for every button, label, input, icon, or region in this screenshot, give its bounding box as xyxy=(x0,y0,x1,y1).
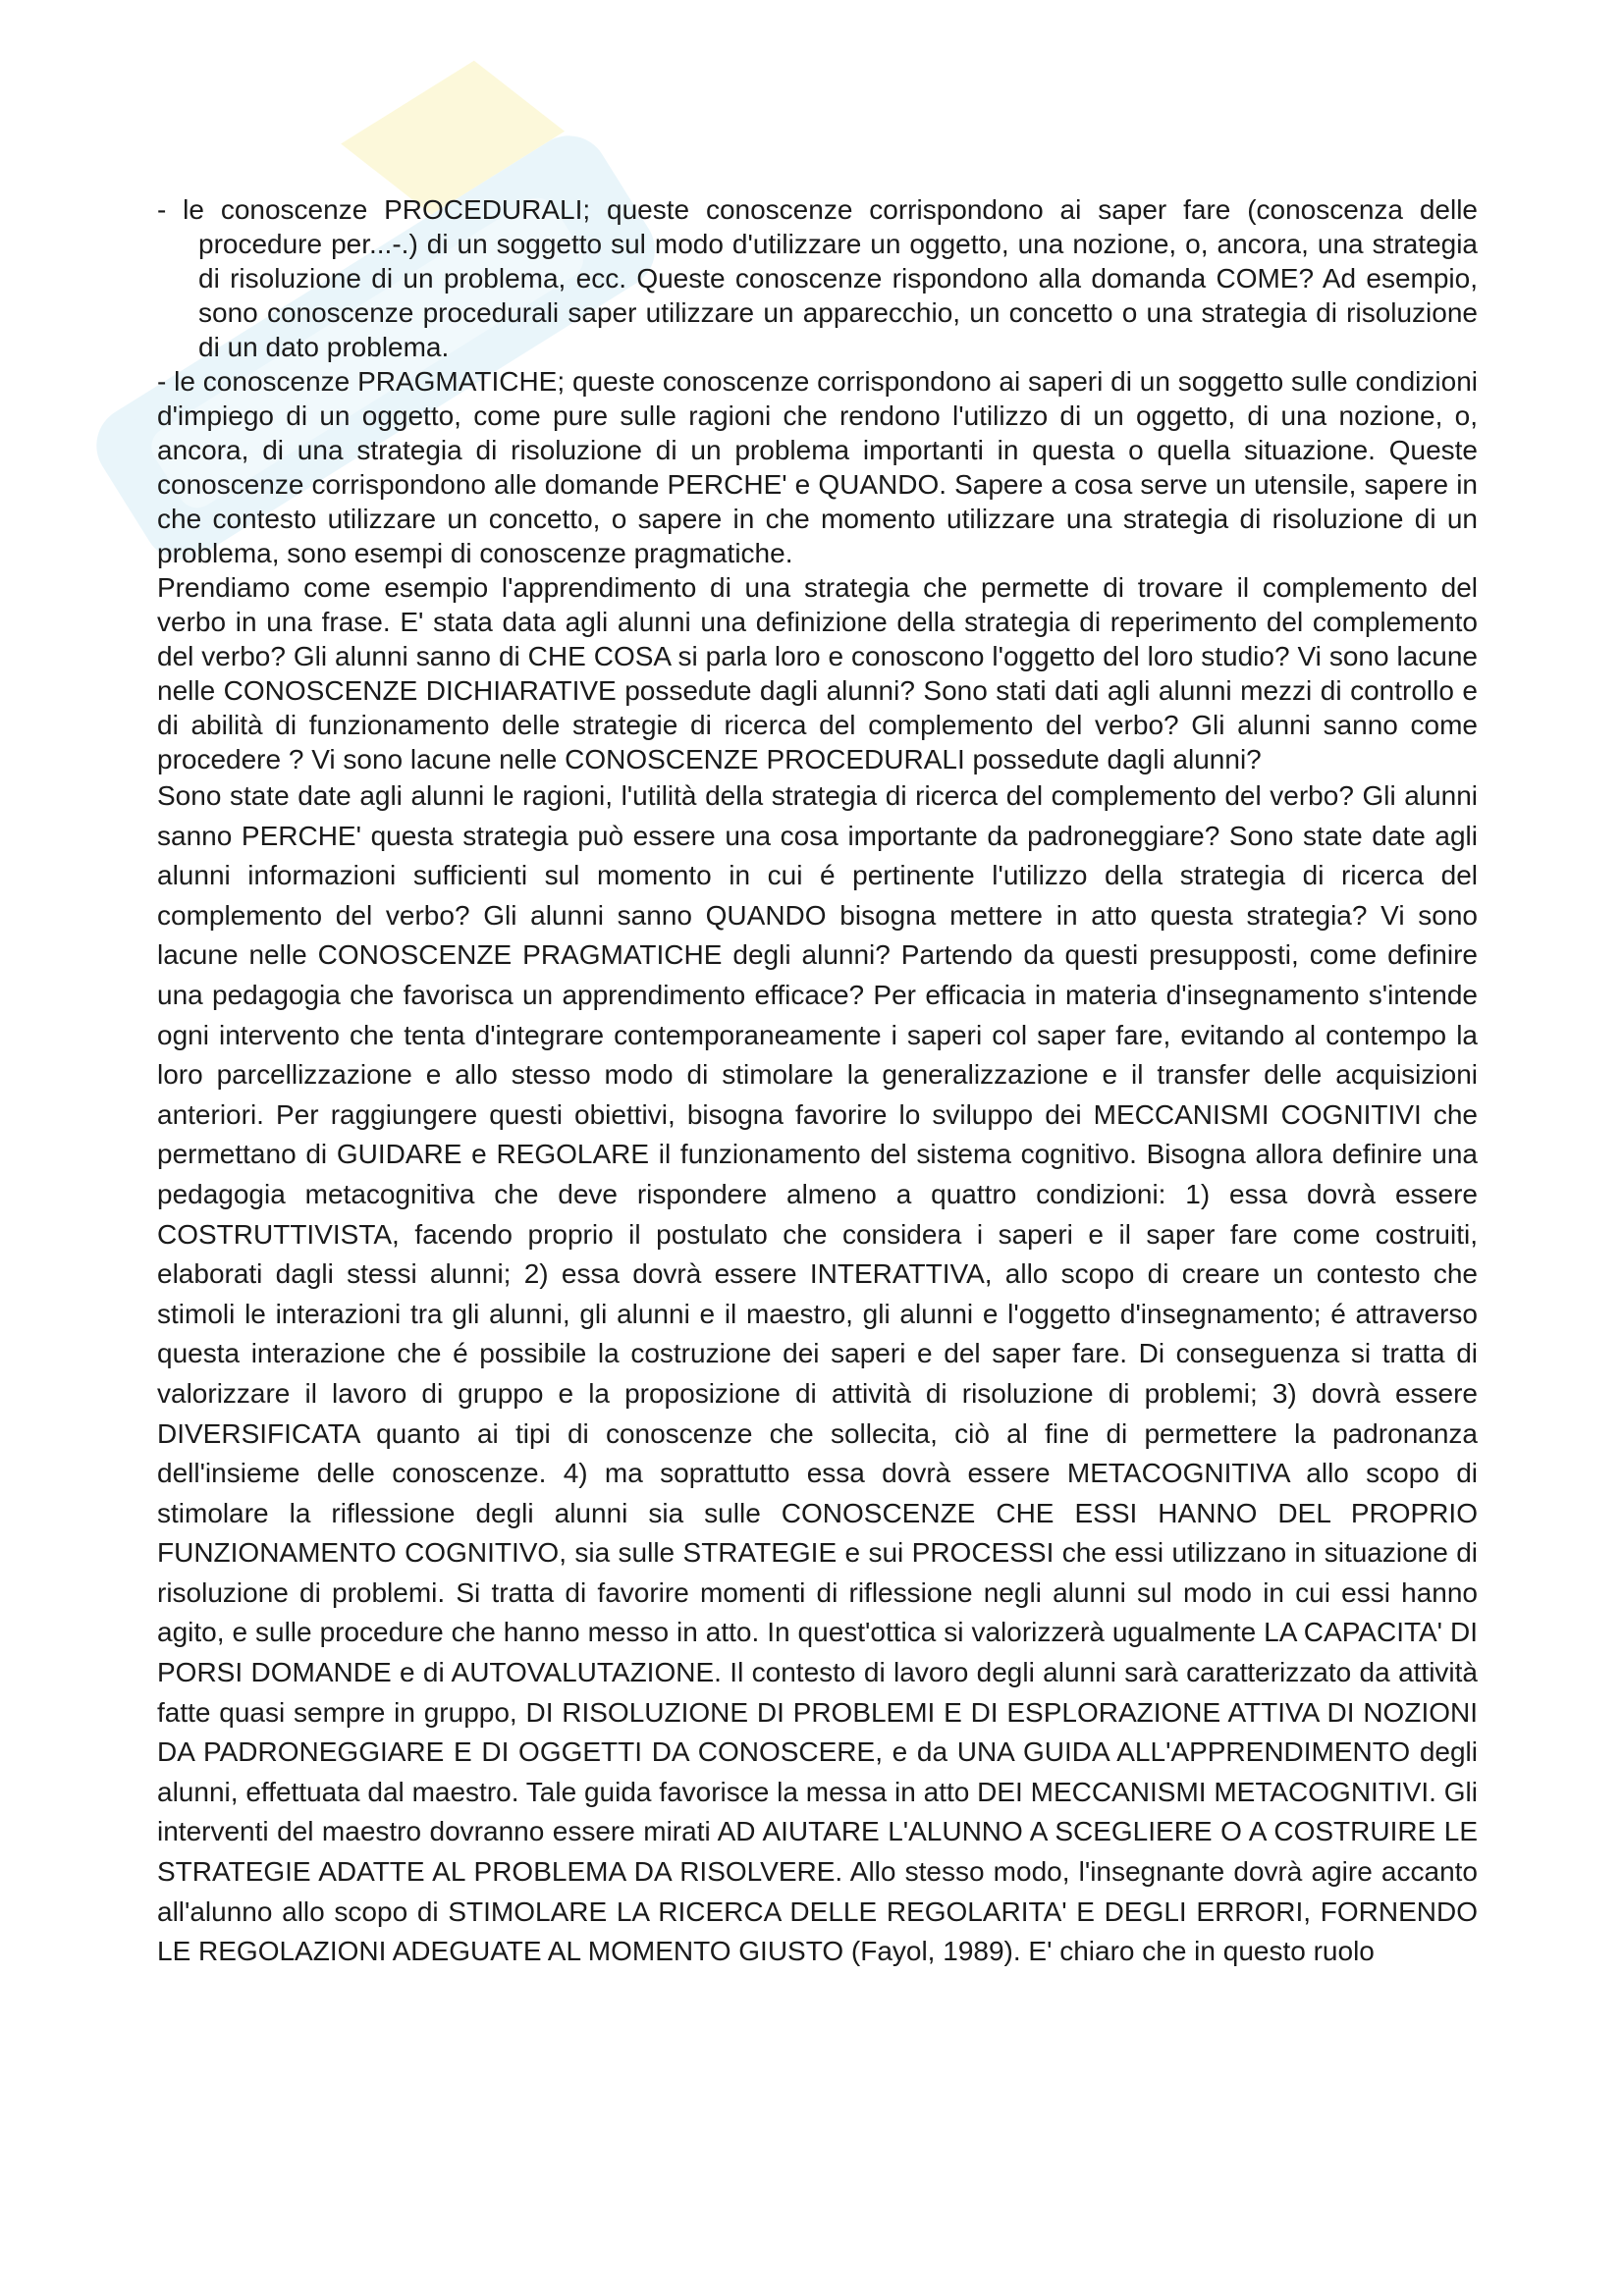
paragraph-main: Sono state date agli alunni le ragioni, l'utilità della strategia di ricerca del complemento del verbo? Gli alunni sanno PERCHE' questa strategia può essere una cosa importante da padroneggiare? Sono state date agli alunni informazioni sufficienti sul momento in cui é pertinente l'utilizzo della strategia di ricerca del complemento del verbo? Gli alunni sanno QUANDO bisogna mettere in atto questa strategia? Vi sono lacune nelle CONOSCENZE PRAGMATICHE degli alunni? Partendo da questi presupposti, come definire una pedagogia che favorisca un apprendimento efficace? Per efficacia in materia d'insegnamento s'intende ogni intervento che tenta d'integrare contemporaneamente i saperi col saper fare, evitando al contempo la loro parcellizzazione e allo stesso modo di stimolare la generalizzazione e il transfer delle acquisizioni anteriori. Per raggiungere questi obiettivi, bisogna favorire lo sviluppo dei MECCANISMI COGNITIVI che permettano di GUIDARE e REGOLARE il funzionamento del sistema cognitivo. Bisogna allora definire una pedagogia metacognitiva che deve rispondere almeno a quattro condizioni: 1) essa dovrà essere COSTRUTTIVISTA, facendo proprio il postulato che considera i saperi e il saper fare come costruiti, elaborati dagli stessi alunni; 2) essa dovrà essere INTERATTIVA, allo scopo di creare un contesto che stimoli le interazioni tra gli alunni, gli alunni e il maestro, gli alunni e l'oggetto d'insegnamento; é attraverso questa interazione che é possibile la costruzione dei saperi e del saper fare. Di conseguenza si tratta di valorizzare il lavoro di gruppo e la proposizione di attività di risoluzione di problemi; 3) dovrà essere DIVERSIFICATA quanto ai tipi di conoscenze che sollecita, ciò al fine di permettere la padronanza dell'insieme delle conoscenze. 4) ma soprattutto essa dovrà essere METACOGNITIVA allo scopo di stimolare la riflessione degli alunni sia sulle CONOSCENZE CHE ESSI HANNO DEL PROPRIO FUNZIONAMENTO COGNITIVO, sia sulle STRATEGIE e sui PROCESSI che essi utilizzano in situazione di risoluzione di problemi. Si tratta di favorire momenti di riflessione negli alunni sul modo in cui essi hanno agito, e sulle procedure che hanno messo in atto. In quest'ottica si valorizzerà ugualmente LA CAPACITA' DI PORSI DOMANDE e di AUTOVALUTAZIONE. Il contesto di lavoro degli alunni sarà caratterizzato da attività fatte quasi sempre in gruppo, DI RISOLUZIONE DI PROBLEMI E DI ESPLORAZIONE ATTIVA DI NOZIONI DA PADRONEGGIARE E DI OGGETTI DA CONOSCERE, e da UNA GUIDA ALL'APPRENDIMENTO degli alunni, effettuata dal maestro. Tale guida favorisce la messa in atto DEI MECCANISMI METACOGNITIVI. Gli interventi del maestro dovranno essere mirati AD AIUTARE L'ALUNNO A SCEGLIERE O A COSTRUIRE LE STRATEGIE ADATTE AL PROBLEMA DA RISOLVERE. Allo stesso modo, l'insegnante dovrà agire accanto all'alunno allo scopo di STIMOLARE LA RICERCA DELLE REGOLARITA' E DEGLI ERRORI, FORNENDO LE REGOLAZIONI ADEGUATE AL MOMENTO GIUSTO (Fayol, 1989). E' chiaro che in questo ruolo xyxy=(157,780,1478,1967)
bullet-procedurali: - le conoscenze PROCEDURALI; queste conoscenze corrispondono ai saper fare (conoscenza delle procedure per...-.) di un soggetto sul modo d'utilizzare un oggetto, una nozione, o, ancora, una strategia di risoluzione di un problema, ecc. Queste conoscenze rispondono alla domanda COME? Ad esempio, sono conoscenze procedurali saper utilizzare un apparecchio, un concetto o una strategia di risoluzione di un dato problema. xyxy=(157,194,1478,362)
paragraph-example: Prendiamo come esempio l'apprendimento di una strategia che permette di trovare il complemento del verbo in una frase. E' stata data agli alunni una definizione della strategia di reperimento del complemento del verbo? Gli alunni sanno di CHE COSA si parla loro e conoscono l'oggetto del loro studio? Vi sono lacune nelle CONOSCENZE DICHIARATIVE possedute dagli alunni? Sono stati dati agli alunni mezzi di controllo e di abilità di funzionamento delle strategie di ricerca del complemento del verbo? Gli alunni sanno come procedere ? Vi sono lacune nelle CONOSCENZE PROCEDURALI possedute dagli alunni? xyxy=(157,572,1478,774)
bullet-pragmatiche: - le conoscenze PRAGMATICHE; queste conoscenze corrispondono ai saperi di un soggetto sulle condizioni d'impiego di un oggetto, come pure sulle ragioni che rendono l'utilizzo di un oggetto, di una nozione, o, ancora, di una strategia di risoluzione di un problema importanti in questa o quella situazione. Queste conoscenze corrispondono alle domande PERCHE' e QUANDO. Sapere a cosa serve un utensile, sapere in che contesto utilizzare un concetto, o sapere in che momento utilizzare una strategia di risoluzione di un problema, sono esempi di conoscenze pragmatiche. xyxy=(157,366,1478,568)
document-page xyxy=(157,192,1478,1972)
